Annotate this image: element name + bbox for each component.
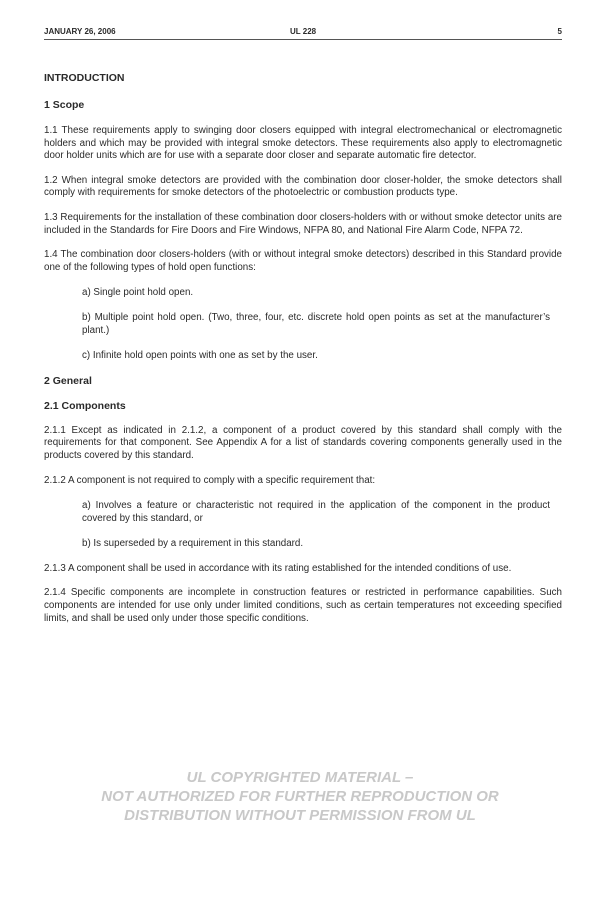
page-header (44, 23, 562, 40)
header-date: JANUARY 26, 2006 (44, 27, 116, 36)
watermark-line-1: UL COPYRIGHTED MATERIAL – (186, 769, 414, 786)
list-item-1-4-b: b) Multiple point hold open. (Two, three, four, etc. discrete hold open points as set at the manufacturer’s plant.) (82, 311, 550, 336)
watermark-line-3: DISTRIBUTION WITHOUT PERMISSION FROM UL (124, 807, 476, 824)
watermark-line-2: NOT AUTHORIZED FOR FURTHER REPRODUCTION OR (101, 788, 499, 805)
paragraph-2-1-1: 2.1.1 Except as indicated in 2.1.2, a component of a product covered by this standard shall comply with the requirements for that component. See Appendix A for a list of standards covering components generally used in the products covered by this standard. (44, 424, 562, 461)
list-item-1-4-a: a) Single point hold open. (82, 287, 194, 299)
header-page-number: 5 (557, 27, 562, 36)
paragraph-1-3: 1.3 Requirements for the installation of these combination door closers-holders with or without smoke detector units are included in the Standards for Fire Doors and Fire Windows, NFPA 80, and National Fire Alarm Code, NFPA 72. (44, 211, 562, 236)
section-2-heading: 2 General (44, 374, 92, 387)
list-item-2-1-2-b: b) Is superseded by a requirement in this standard. (82, 538, 304, 550)
paragraph-1-4: 1.4 The combination door closers-holders (with or without integral smoke detectors) described in this Standard provide one of the following types of hold open functions: (44, 249, 562, 273)
header-standard: UL 228 (290, 27, 317, 36)
list-item-2-1-2-a: a) Involves a feature or characteristic not required in the application of the component in the product covered by this standard, or (82, 500, 550, 524)
copyright-watermark (0, 768, 600, 825)
section-2-1-heading: 2.1 Components (44, 399, 126, 412)
paragraph-2-1-4: 2.1.4 Specific components are incomplete in construction features or restricted in performance capabilities. Such components are intended for use only under limited conditions, such as certain temperatures not exceeding specified limits, and shall be used only under those specific conditions. (44, 587, 562, 624)
paragraph-1-1: 1.1 These requirements apply to swinging door closers equipped with integral electromechanical or electromagnetic holders and which may be provided with integral smoke detectors. These requirements also apply to electromagnetic door holder units which are for use with a separate door closer and separate automatic fire detector. (44, 125, 562, 162)
paragraph-2-1-3: 2.1.3 A component shall be used in accordance with its rating established for the intended conditions of use. (44, 562, 512, 574)
paragraph-1-2: 1.2 When integral smoke detectors are provided with the combination door closer-holder, the smoke detectors shall comply with requirements for smoke detectors of the photoelectric or combustion products type. (44, 174, 562, 199)
document-body (44, 72, 562, 625)
introduction-heading: INTRODUCTION (44, 72, 125, 84)
section-1-heading: 1 Scope (44, 99, 85, 111)
list-item-1-4-c: c) Infinite hold open points with one as set by the user. (82, 350, 318, 362)
paragraph-2-1-2: 2.1.2 A component is not required to comply with a specific requirement that: (44, 474, 376, 486)
